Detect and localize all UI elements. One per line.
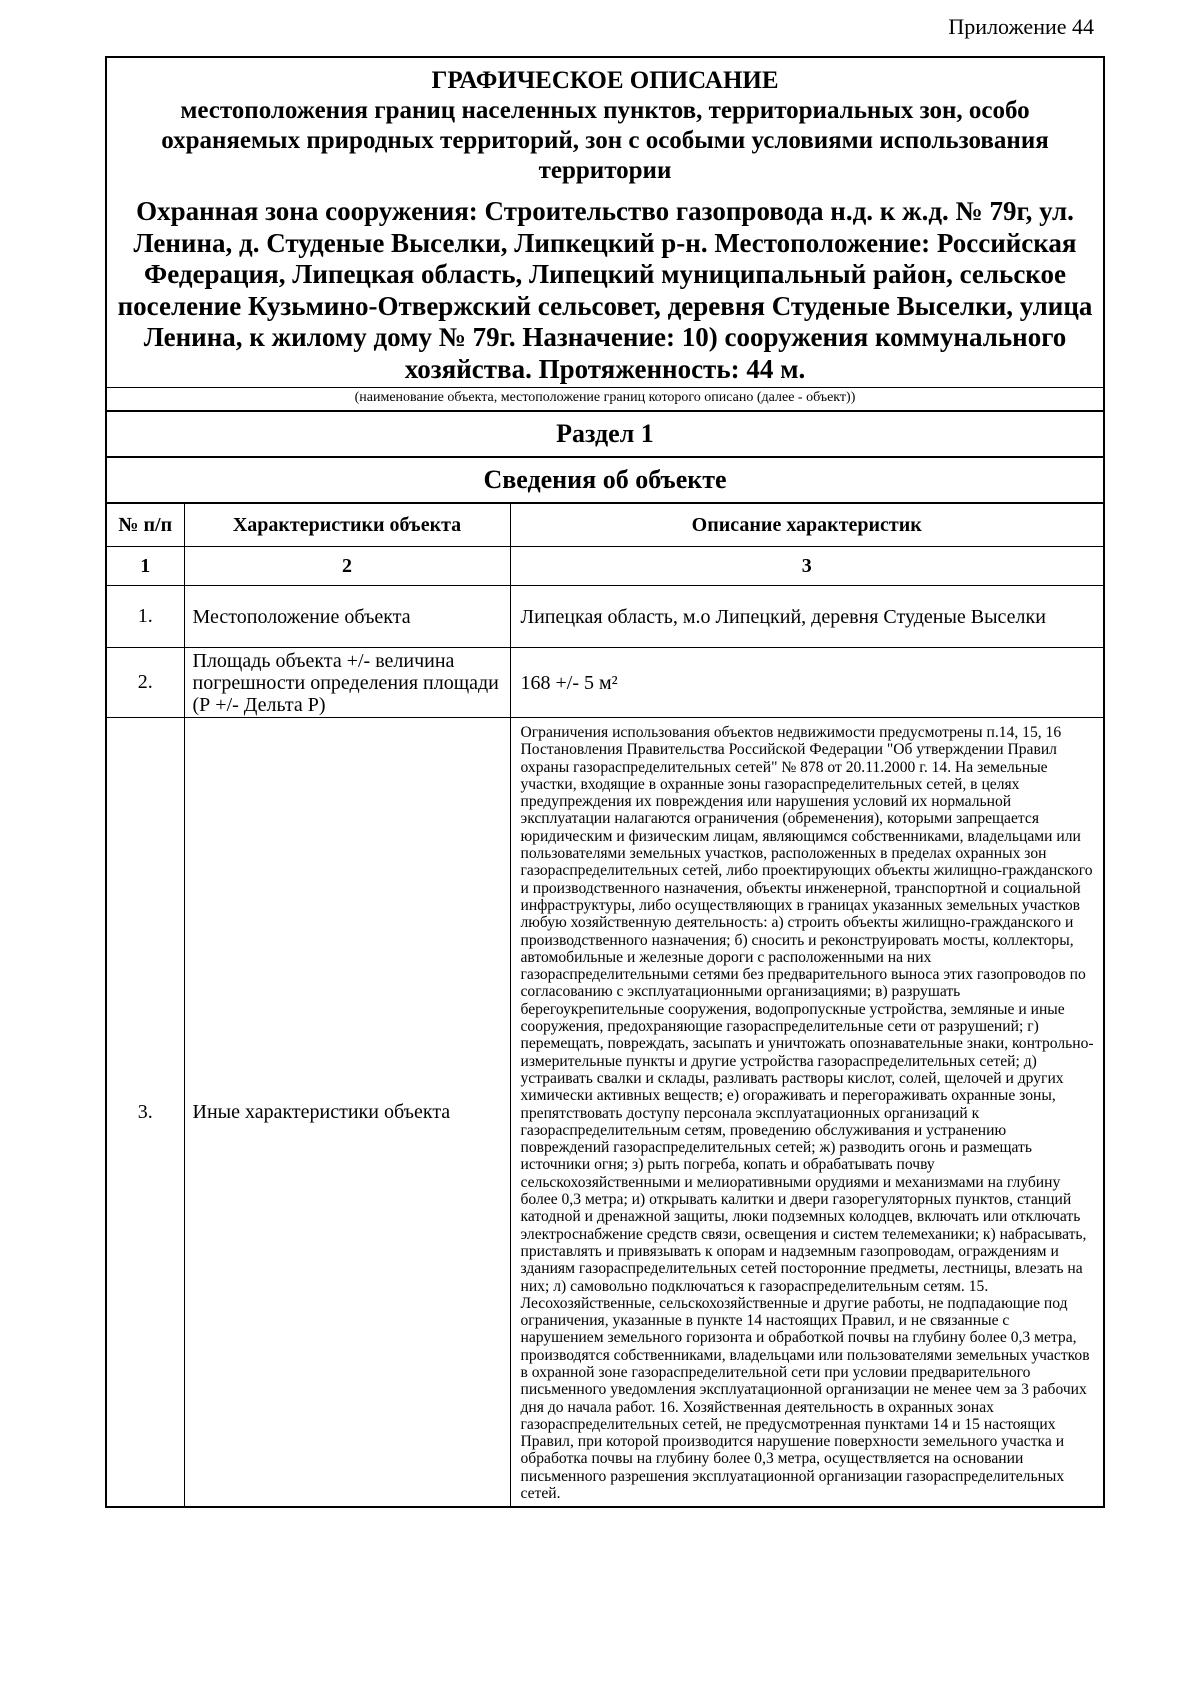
column-header-number: № п/п [107,503,184,547]
table-header-row [107,503,1103,547]
row-description: Ограничения использования объектов недвижимости предусмотрены п.14, 15, 16 Постановления Правительства Российской Федерации "Об утверждении Правил охраны газораспределительных сетей" № 878 от 20.11.2000 г. 14. На земельные участки, входящие в охранные зоны газораспределительных сетей, в целях предупреждения их повреждения или нарушения условий их нормальной эксплуатации налагаются ограничения (обременения), которыми запрещается юридическим и физическим лицам, являющимся собственниками, владельцами или пользователями земельных участков, расположенных в пределах охранных зон газораспределительных сетей, либо проектирующих объекты жилищно-гражданского и производственного назначения, объекты инженерной, транспортной и социальной инфраструктуры, либо осуществляющих в границах указанных земельных участков любую хозяйственную деятельность: а) строить объекты жилищно-гражданского и производственного назначения; б) сносить и реконструировать мосты, коллекторы, автомобильные и железные дороги с расположенными на них газораспределительными сетями без предварительного выноса этих газопроводов по согласованию с эксплуатационными организациями; в) разрушать берегоукрепительные сооружения, водопропускные устройства, земляные и иные сооружения, предохраняющие газораспределительные сети от разрушений; г) перемещать, повреждать, засыпать и уничтожать опознавательные знаки, контрольно-измерительные пункты и другие устройства газораспределительных сетей; д) устраивать свалки и склады, разливать растворы кислот, солей, щелочей и других химически активных веществ; е) огораживать и перегораживать охранные зоны, препятствовать доступу персонала эксплуатационных организаций к газораспределительным сетям, проведению обслуживания и устранению повреждений газораспределительных сетей; ж) разводить огонь и размещать источники огня; з) рыть погреба, копать и обрабатывать почву сельскохозяйственными и мелиоративными орудиями и механизмами на глубину более 0,3 метра; и) открывать калитки и двери газорегуляторных пунктов, станций катодной и дренажной защиты, люки подземных колодцев, включать или отключать электроснабжение средств связи, освещения и систем телемеханики; к) набрасывать, приставлять и привязывать к опорам и надземным газопроводам, ограждениям и зданиям газораспределительных сетей посторонние предметы, лестницы, влезать на них; л) самовольно подключаться к газораспределительным сетям. 15. Лесохозяйственные, сельскохозяйственные и другие работы, не подпадающие под ограничения, указанные в пункте 14 настоящих Правил, и не связанные с нарушением земельного горизонта и обработкой почвы на глубину более 0,3 метра, производятся собственниками, владельцами или пользователями земельных участков в охранной зоне газораспределительной сети при условии предварительного письменного уведомления эксплуатационной организации не менее чем за 3 рабочих дня до начала работ. 16. Хозяйственная деятельность в охранных зонах газораспределительных сетей, не предусмотренная пунктами 14 и 15 настоящих Правил, при которой производится нарушение поверхности земельного участка и обработка почвы на глубину более 0,3 метра, осуществляется на основании письменного разрешения эксплуатационной организации газораспределительных сетей. [510,718,1103,1507]
document-header [107,58,1103,387]
row-description: 168 +/- 5 м² [510,648,1103,718]
row-number: 1. [107,586,184,648]
row-characteristic: Иные характеристики объекта [184,718,510,1507]
object-caption: (наименование объекта, местоположение границ которого описано (далее - объект)) [107,387,1103,410]
column-index-1: 1 [107,547,184,586]
document-title: ГРАФИЧЕСКОЕ ОПИСАНИЕ [431,67,779,94]
table-row [107,648,1103,718]
table-row [107,586,1103,648]
document-subtitle: местоположения границ населенных пунктов, территориальных зон, особо охраняемых природных территорий, зон с особыми условиями использования территории [161,97,1049,184]
document-frame [105,56,1105,1508]
section-subtitle: Сведения об объекте [107,456,1103,502]
appendix-label: Приложение 44 [948,14,1094,39]
table-row [107,718,1103,1507]
object-description: Охранная зона сооружения: Строительство газопровода н.д. к ж.д. № 79г, ул. Ленина, д. Студеные Выселки, Липкецкий р-н. Местоположение: Российская Федерация, Липецкая область, Липецкий муниципальный район, сельское поселение Кузьмино-Отвержский сельсовет, деревня Студеные Выселки, улица Ленина, к жилому дому № 79г. Назначение: 10) сооружения коммунального хозяйства. Протяженность: 44 м. [117,196,1093,384]
section-title: Раздел 1 [107,410,1103,456]
column-index-row [107,547,1103,586]
object-properties-table [107,502,1103,1506]
column-index-2: 2 [184,547,510,586]
column-header-characteristics: Характеристики объекта [184,503,510,547]
column-index-3: 3 [510,547,1103,586]
column-header-description: Описание характеристик [510,503,1103,547]
row-number: 3. [107,718,184,1507]
row-characteristic: Площадь объекта +/- величина погрешности определения площади (Р +/- Дельта Р) [184,648,510,718]
row-description: Липецкая область, м.о Липецкий, деревня Студеные Выселки [510,586,1103,648]
row-characteristic: Местоположение объекта [184,586,510,648]
row-number: 2. [107,648,184,718]
